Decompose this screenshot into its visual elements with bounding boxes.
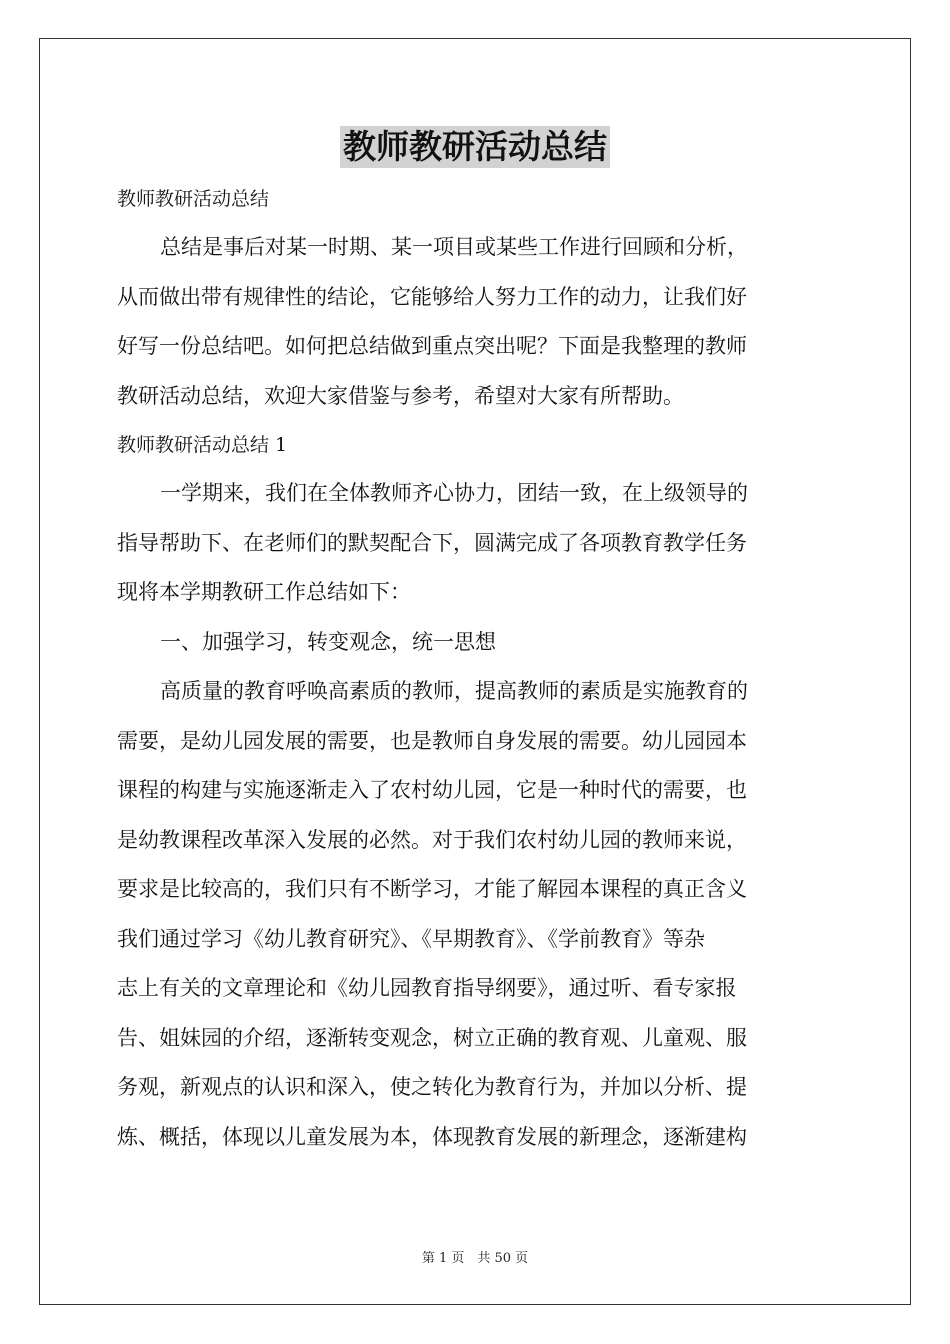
paragraph-line: 高质量的教育呼唤高素质的教师，提高教师的素质是实施教育的 [160,679,748,703]
paragraph-line: 是幼教课程改革深入发展的必然。对于我们农村幼儿园的教师来说， [117,827,747,852]
paragraph-line: 指导帮助下、在老师们的默契配合下，圆满完成了各项教育教学任务 [117,530,747,555]
paragraph-line: 务观，新观点的认识和深入，使之转化为教育行为，并加以分析、提 [117,1075,747,1099]
page-number-footer: 第 1 页 共 50 页 [421,1251,529,1266]
paragraph-1 [117,469,837,618]
point-heading-text: 一、加强学习，转变观念，统一思想 [160,629,496,654]
paragraph-line: 好写一份总结吧。如何把总结做到重点突出呢？下面是我整理的教师 [117,334,747,358]
document-title: 教师教研活动总结 [340,126,610,168]
document-subtitle: 教师教研活动总结 [117,188,270,210]
paragraph-line: 一学期来，我们在全体教师齐心协力，团结一致，在上级领导的 [160,481,748,505]
paragraph-line: 总结是事后对某一时期、某一项目或某些工作进行回顾和分析， [160,235,748,259]
section-heading: 教师教研活动总结 1 [117,434,288,456]
paragraph-line: 课程的构建与实施逐渐走入了农村幼儿园，它是一种时代的需要，也 [117,778,747,802]
document-title-wrapper [0,126,950,168]
intro-paragraph [117,223,837,421]
paragraph-2 [117,667,837,1162]
document-body [117,175,837,1162]
paragraph-line: 我们通过学习《幼儿教育研究》、《早期教育》、《学前教育》等杂 [117,926,705,951]
paragraph-line: 要求是比较高的，我们只有不断学习，才能了解园本课程的真正含义 [117,877,747,901]
paragraph-line: 教研活动总结，欢迎大家借鉴与参考，希望对大家有所帮助。 [117,383,684,408]
paragraph-line: 从而做出带有规律性的结论，它能够给人努力工作的动力，让我们好 [117,284,747,309]
paragraph-line: 志上有关的文章理论和《幼儿园教育指导纲要》，通过听、看专家报 [117,976,737,1000]
paragraph-line: 炼、概括，体现以儿童发展为本，体现教育发展的新理念，逐渐建构 [117,1124,747,1149]
paragraph-line: 告、姐妹园的介绍，逐渐转变观念，树立正确的教育观、儿童观、服 [117,1025,747,1050]
point-heading [117,618,837,668]
paragraph-line: 需要，是幼儿园发展的需要，也是教师自身发展的需要。幼儿园园本 [117,728,747,753]
paragraph-line: 现将本学期教研工作总结如下： [117,580,411,604]
